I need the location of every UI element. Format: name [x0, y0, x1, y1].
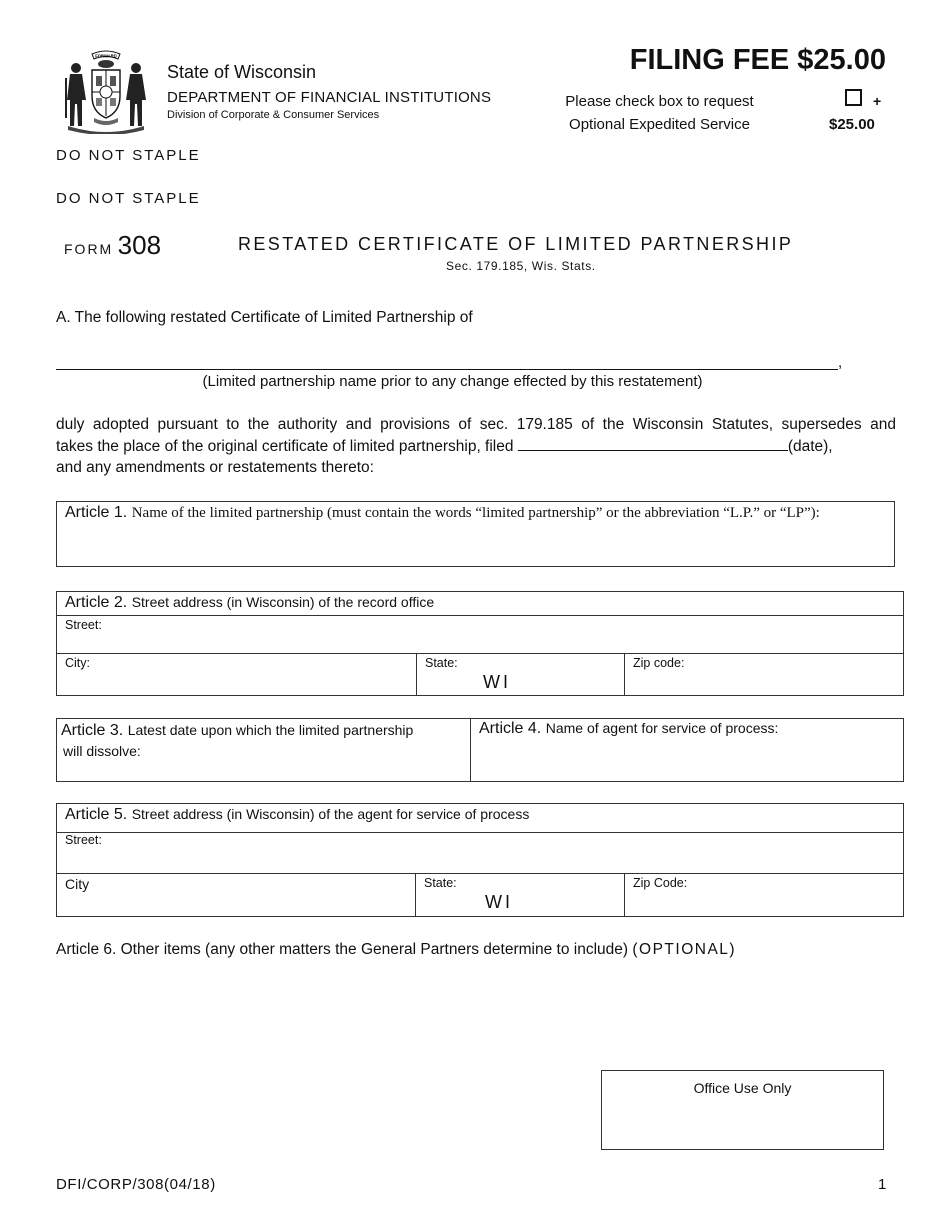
article5-header [56, 803, 904, 833]
form-word: FORM [64, 241, 114, 257]
paragraph-text: (date), [787, 437, 833, 455]
paragraph-line: and any amendments or restatements thereto: [56, 459, 374, 476]
article2-description: Street address (in Wisconsin) of the record office [131, 594, 435, 610]
document-title: RESTATED CERTIFICATE OF LIMITED PARTNERSHIP [238, 234, 794, 254]
division-name: Division of Corporate & Consumer Services [167, 109, 380, 121]
article5-zip-field[interactable] [624, 873, 904, 917]
article1-box[interactable] [56, 501, 895, 567]
form-code: DFI/CORP/308(04/18) [56, 1176, 216, 1193]
article4-description: Name of agent for service of process: [545, 720, 779, 736]
filing-fee-title: FILING FEE $25.00 [629, 44, 886, 76]
street-label: Street: [65, 618, 102, 632]
city-label: City: [65, 656, 90, 670]
article2-zip-field[interactable] [624, 653, 904, 696]
adoption-paragraph [56, 414, 896, 479]
article3-text [61, 720, 413, 761]
expedited-fee-amount: $25.00 [829, 116, 875, 133]
article3-box[interactable] [56, 718, 471, 782]
state-value: WI [483, 672, 511, 692]
article5-state-field[interactable] [415, 873, 625, 917]
seal-motto: FORWARD [95, 53, 117, 59]
article1-text [65, 503, 887, 523]
expedited-service-checkbox[interactable] [845, 89, 862, 106]
prior-name-caption: (Limited partnership name prior to any change effected by this restatement) [202, 373, 703, 390]
department-name: DEPARTMENT OF FINANCIAL INSTITUTIONS [167, 89, 492, 106]
zip-label: Zip code: [633, 656, 685, 670]
article6-optional: (OPTIONAL) [632, 941, 737, 958]
street-label: Street: [65, 833, 102, 847]
article5-city-field[interactable] [56, 873, 416, 917]
state-label: State: [425, 656, 458, 670]
state-name: State of Wisconsin [167, 62, 317, 82]
expedited-prompt-line1: Please check box to request [565, 93, 754, 110]
statute-reference: Sec. 179.185, Wis. Stats. [446, 259, 596, 273]
article6-description: Other items (any other matters the General Partners determine to include) [120, 941, 629, 958]
office-use-box [601, 1070, 884, 1150]
article4-heading: Article 4. [479, 720, 542, 737]
state-seal-logo [62, 48, 150, 134]
article5-heading: Article 5. [65, 806, 128, 823]
article2-header [56, 591, 904, 616]
article5-street-field[interactable] [56, 832, 904, 874]
article2-text [65, 594, 434, 612]
state-value: WI [485, 892, 513, 912]
article2-city-field[interactable] [56, 653, 417, 696]
state-label: State: [424, 876, 457, 890]
article3-heading: Article 3. [61, 722, 124, 739]
article1-heading: Article 1. [65, 504, 128, 521]
zip-label: Zip Code: [633, 876, 688, 890]
section-a-intro: A. The following restated Certificate of Limited Partnership of [56, 309, 473, 326]
prior-name-field[interactable] [56, 369, 838, 370]
paragraph-text: takes the place of the original certificate of limited partnership, filed [56, 437, 514, 455]
plus-sign: + [873, 93, 882, 109]
article3-description: Latest date upon which the limited partnership [127, 722, 414, 738]
do-not-staple-notice: DO NOT STAPLE [56, 147, 201, 164]
article4-box[interactable] [470, 718, 904, 782]
do-not-staple-notice: DO NOT STAPLE [56, 190, 201, 207]
page-number: 1 [878, 1176, 887, 1193]
article6-line [56, 941, 736, 959]
form-number-label [64, 230, 161, 261]
original-filing-date-field[interactable] [518, 436, 788, 451]
comma: , [838, 354, 843, 371]
article2-street-field[interactable] [56, 615, 904, 654]
office-use-label: Office Use Only [693, 1080, 792, 1096]
paragraph-line: duly adopted pursuant to the authority and provisions of sec. 179.185 of the Wisconsin Statutes, supersedes and [56, 416, 896, 433]
expedited-prompt-line2: Optional Expedited Service [569, 116, 750, 133]
article3-description: will dissolve: [63, 743, 141, 759]
form-number: 308 [117, 230, 162, 260]
article6-input-area[interactable] [56, 968, 896, 1058]
article3-line [61, 720, 413, 741]
city-label: City [65, 876, 90, 892]
article2-heading: Article 2. [65, 594, 128, 611]
article6-heading: Article 6. [56, 941, 117, 958]
article4-text [479, 720, 778, 738]
article1-description: Name of the limited partnership (must contain the words “limited partnership” or the abbreviation “L.P.” or “LP”): [131, 505, 820, 521]
paragraph-line [56, 436, 896, 458]
article5-description: Street address (in Wisconsin) of the agent for service of process [131, 806, 530, 822]
article5-text [65, 806, 529, 824]
article2-state-field[interactable] [416, 653, 625, 696]
expedited-service-prompt [552, 90, 767, 136]
